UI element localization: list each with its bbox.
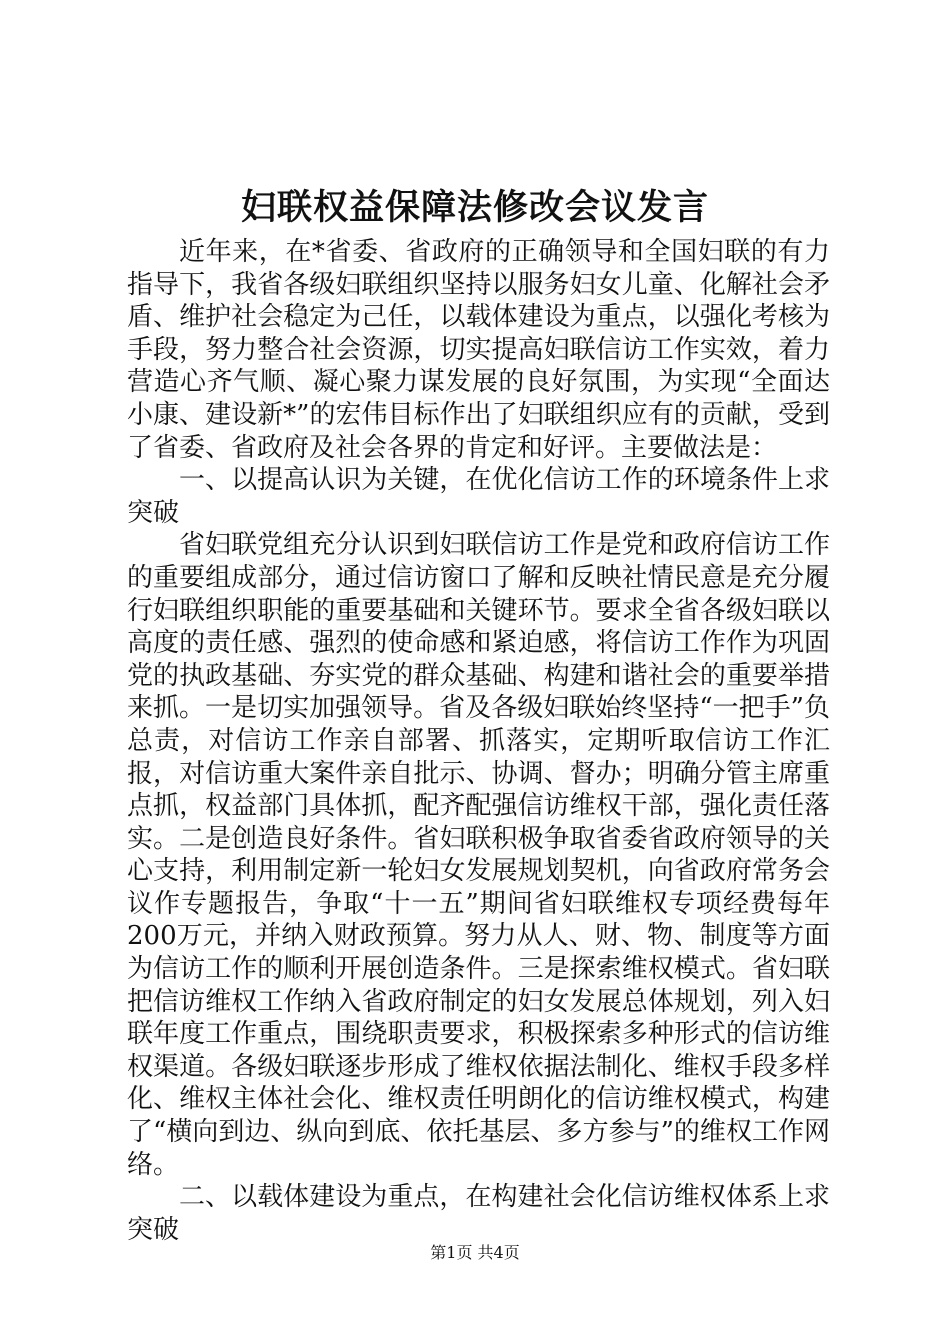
paragraph-intro: 近年来，在*省委、省政府的正确领导和全国妇联的有力指导下，我省各级妇联组织坚持以服务妇女儿童、化解社会矛盾、维护社会稳定为己任，以载体建设为重点，以强化考核为手段，努力整合社会资源，切实提高妇联信访工作实效，着力营造心齐气顺、凝心聚力谋发展的良好氛围，为实现“全面达小康、建设新*”的宏伟目标作出了妇联组织应有的贡献，受到了省委、省政府及社会各界的肯定和好评。主要做法是： (127, 237, 830, 463)
page-footer: 第1页 共4页 (430, 1243, 520, 1262)
section-heading-2: 二、以载体建设为重点，在构建社会化信访维权体系上求突破 (127, 1182, 830, 1245)
section-heading-1: 一、以提高认识为关键，在优化信访工作的环境条件上求突破 (127, 465, 830, 528)
paragraph-section-1: 省妇联党组充分认识到妇联信访工作是党和政府信访工作的重要组成部分，通过信访窗口了解和反映社情民意是充分履行妇联组织职能的重要基础和关键环节。要求全省各级妇联以高度的责任感、强烈的使命感和紧迫感，将信访工作作为巩固党的执政基础、夯实党的群众基础、构建和谐社会的重要举措来抓。一是切实加强领导。省及各级妇联始终坚持“一把手”负总责，对信访工作亲自部署、抓落实，定期听取信访工作汇报，对信访重大案件亲自批示、协调、督办；明确分管主席重点抓，权益部门具体抓，配齐配强信访维权干部，强化责任落实。二是创造良好条件。省妇联积极争取省委省政府领导的关心支持，利用制定新一轮妇女发展规划契机，向省政府常务会议作专题报告，争取“十一五”期间省妇联维权专项经费每年200万元，并纳入财政预算。努力从人、财、物、制度等方面为信访工作的顺利开展创造条件。三是探索维权模式。省妇联把信访维权工作纳入省政府制定的妇女发展总体规划，列入妇联年度工作重点，围绕职责要求，积极探索多种形式的信访维权渠道。各级妇联逐步形成了维权依据法制化、维权手段多样化、维权主体社会化、维权责任明朗化的信访维权模式，构建了“横向到边、纵向到底、依托基层、多方参与”的维权工作网络。 (127, 530, 830, 1180)
document-title: 妇联权益保障法修改会议发言 (240, 187, 709, 228)
document-body (127, 236, 830, 1246)
